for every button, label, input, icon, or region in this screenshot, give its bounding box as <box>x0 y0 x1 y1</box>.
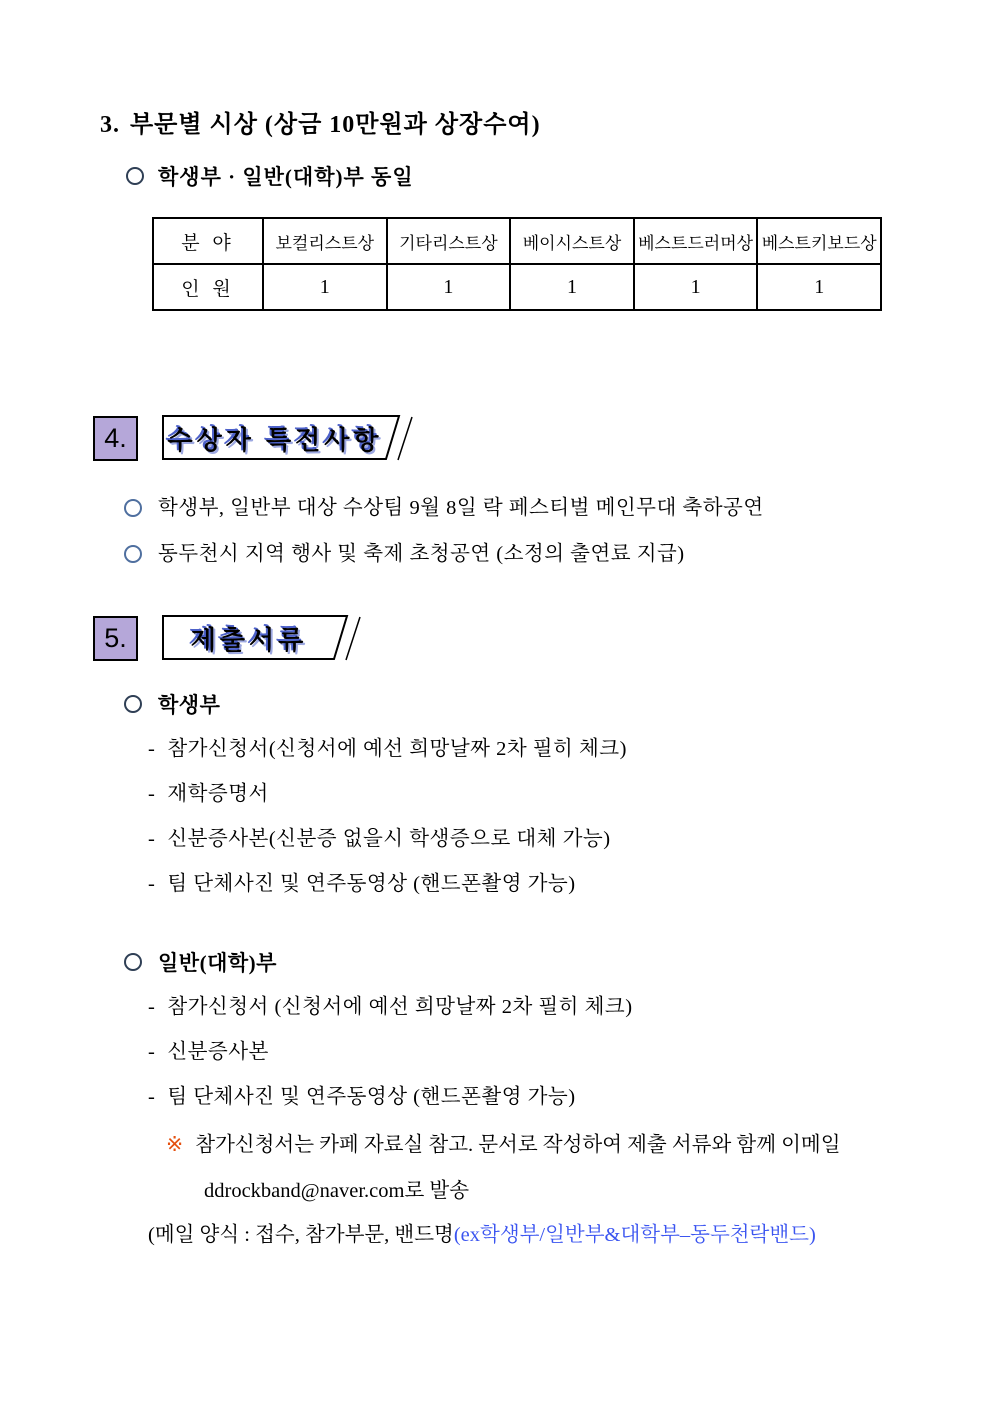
table-header-row <box>153 218 881 264</box>
note-email-line <box>204 1176 992 1206</box>
circle-bullet-icon <box>124 953 142 971</box>
dash-marker: - <box>148 1086 156 1108</box>
section4-title-banner <box>162 415 414 461</box>
submission-note <box>0 1130 992 1250</box>
note-line <box>166 1130 992 1160</box>
mail-format-blue: (ex학생부/일반부&대학부–동두천락밴드) <box>453 1224 816 1246</box>
list-item <box>148 1083 992 1112</box>
section4-title: 수상자 특전사항 <box>167 424 383 455</box>
mail-format-black: (메일 양식 : 접수, 참가부문, 밴드명 <box>148 1224 454 1246</box>
list-item-text: 재학증명서 <box>167 783 269 805</box>
table-cell: 1 <box>757 264 881 310</box>
bullet-text: 학생부, 일반부 대상 수상팀 9월 8일 락 페스티벌 메인무대 축하공연 <box>158 497 764 519</box>
section4-number-badge: 4. <box>93 416 138 461</box>
group-students <box>0 689 992 899</box>
section4-bullet <box>124 493 992 523</box>
list-item-text: 참가신청서(신청서에 예선 희망날짜 2차 필히 체크) <box>167 738 627 760</box>
section4-bullet <box>124 539 992 569</box>
section5-title: 제출서류 <box>190 624 308 655</box>
list-item <box>148 825 992 854</box>
circle-bullet-icon <box>124 545 142 563</box>
table-cell: 1 <box>634 264 758 310</box>
dash-marker: - <box>148 1041 156 1063</box>
email-text: ddrockband@naver.com로 발송 <box>204 1180 469 1202</box>
table-header-cell: 베스트드러머상 <box>634 218 758 264</box>
section3-bullet-text: 학생부 · 일반(대학)부 동일 <box>158 165 414 189</box>
table-header-cell: 분 야 <box>153 218 263 264</box>
group-label-line <box>124 947 992 977</box>
section3-bullet-line <box>126 161 992 191</box>
dash-marker: - <box>148 828 156 850</box>
reference-mark-icon: ※ <box>166 1134 184 1156</box>
table-header-cell: 베이시스트상 <box>510 218 634 264</box>
group-general <box>0 947 992 1112</box>
list-item-text: 참가신청서 (신청서에 예선 희망날짜 2차 필히 체크) <box>167 996 633 1018</box>
dash-marker: - <box>148 873 156 895</box>
note-mail-format-line <box>148 1220 992 1250</box>
group-label: 학생부 <box>158 693 221 717</box>
table-cell: 1 <box>263 264 387 310</box>
section3-heading <box>100 104 992 139</box>
table-header-cell: 기타리스트상 <box>387 218 511 264</box>
section5-number-badge: 5. <box>93 616 138 661</box>
list-item-text: 팀 단체사진 및 연주동영상 (핸드폰촬영 가능) <box>167 873 576 895</box>
dash-marker: - <box>148 996 156 1018</box>
list-item <box>148 993 992 1022</box>
note-text: 참가신청서는 카페 자료실 참고. 문서로 작성하여 제출 서류와 함께 이메일 <box>195 1134 841 1156</box>
circle-bullet-icon <box>124 499 142 517</box>
list-item-text: 팀 단체사진 및 연주동영상 (핸드폰촬영 가능) <box>167 1086 576 1108</box>
table-header-cell: 베스트키보드상 <box>757 218 881 264</box>
list-item-text: 신분증사본(신분증 없을시 학생증으로 대체 가능) <box>167 828 611 850</box>
group-label-line <box>124 689 992 719</box>
awards-table <box>152 217 882 311</box>
dash-marker: - <box>148 783 156 805</box>
table-cell: 1 <box>510 264 634 310</box>
circle-bullet-icon <box>126 167 144 185</box>
list-item-text: 신분증사본 <box>167 1041 269 1063</box>
section5-header <box>93 615 992 661</box>
list-item <box>148 1038 992 1067</box>
table-row <box>153 264 881 310</box>
section3-number: 3. <box>100 112 120 138</box>
circle-bullet-icon <box>124 695 142 713</box>
dash-marker: - <box>148 738 156 760</box>
section5-title-banner <box>162 615 362 661</box>
section4-header <box>93 415 992 461</box>
list-item <box>148 735 992 764</box>
list-item <box>148 780 992 809</box>
bullet-text: 동두천시 지역 행사 및 축제 초청공연 (소정의 출연료 지급) <box>158 543 685 565</box>
table-header-cell: 보컬리스트상 <box>263 218 387 264</box>
table-row-label: 인 원 <box>153 264 263 310</box>
section3-title: 부문별 시상 (상금 10만원과 상장수여) <box>130 112 541 138</box>
table-cell: 1 <box>387 264 511 310</box>
group-label: 일반(대학)부 <box>158 951 277 975</box>
list-item <box>148 870 992 899</box>
